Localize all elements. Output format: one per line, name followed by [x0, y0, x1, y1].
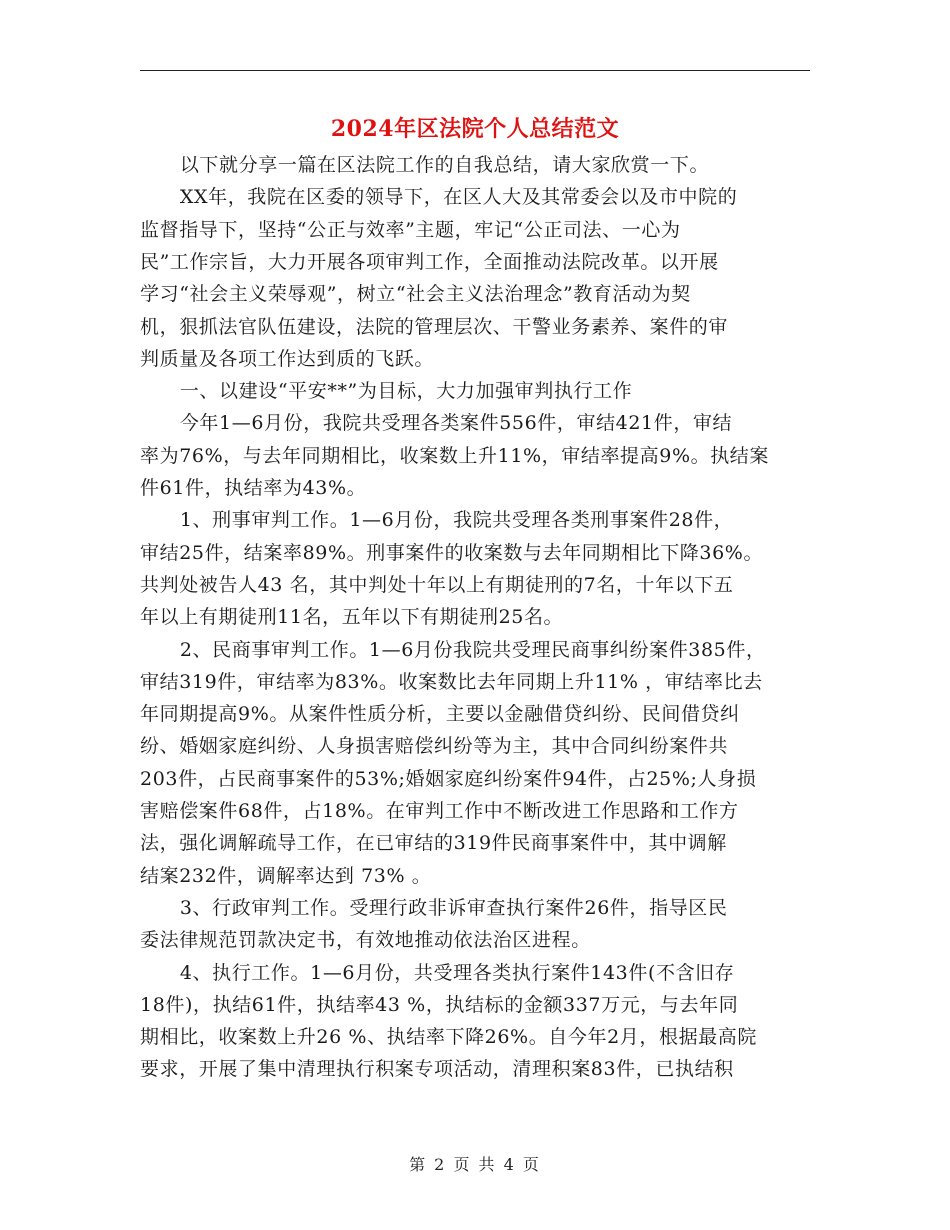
body-line: 年同期提高9%。从案件性质分析，主要以金融借贷纠纷、民间借贷纠 — [140, 703, 740, 726]
header-rule — [140, 70, 810, 71]
body-line: XX年，我院在区委的领导下，在区人大及其常委会以及市中院的 — [140, 186, 738, 209]
body-line: 件61件，执结率为43%。 — [140, 477, 367, 499]
body-line: 法，强化调解疏导工作，在已审结的319件民商事案件中，其中调解 — [140, 832, 727, 855]
body-line: 判质量及各项工作达到质的飞跃。 — [140, 347, 435, 370]
body-line: 共判处被告人43 名，其中判处十年以上有期徒刑的7名，十年以下五 — [140, 573, 734, 596]
page-footer: 第 2 页 共 4 页 — [409, 1155, 541, 1174]
body-line: 审结25件，结案率89%。刑事案件的收案数与去年同期相比下降36%。 — [140, 541, 764, 564]
body-line: 2、民商事审判工作。1—6月份我院共受理民商事纠纷案件385件， — [140, 638, 766, 661]
body-line: 18件)，执结61件，执结率43 %，执结标的金额337万元，与去年同 — [140, 993, 739, 1016]
body-line: 害赔偿案件68件，占18%。在审判工作中不断改进工作思路和工作方 — [140, 800, 739, 822]
body-line: 监督指导下，坚持“公正与效率”主题，牢记“公正司法、一心为 — [140, 218, 681, 241]
body-line: 学习“社会主义荣辱观”，树立“社会主义法治理念”教育活动为契 — [140, 283, 691, 306]
page-title: 2024年区法院个人总结范文 — [330, 116, 620, 142]
body-line: 委法律规范罚款决定书，有效地推动依法治区进程。 — [140, 929, 591, 952]
body-line: 3、行政审判工作。受理行政非诉审查执行案件26件，指导区民 — [140, 896, 728, 919]
body-line: 今年1—6月份，我院共受理各类案件556件，审结421件，审结 — [140, 412, 733, 435]
body-line: 民”工作宗旨，大力开展各项审判工作，全面推动法院改革。以开展 — [140, 250, 719, 273]
body-line: 以下就分享一篇在区法院工作的自我总结，请大家欣赏一下。 — [140, 154, 710, 176]
body-line: 机，狠抓法官队伍建设，法院的管理层次、干警业务素养、案件的审 — [140, 315, 729, 338]
body-line: 1、刑事审判工作。1—6月份，我院共受理各类刑事案件28件， — [140, 509, 734, 532]
body-line: 期相比，收案数上升26 %、执结率下降26%。自今年2月，根据最高院 — [140, 1026, 757, 1049]
body-line: 203件，占民商事案件的53%;婚姻家庭纠纷案件94件，占25%;人身损 — [140, 767, 757, 790]
body-line: 要求，开展了集中清理执行积案专项活动，清理积案83件，已执结积 — [140, 1058, 734, 1081]
body-line: 结案232件，调解率达到 73% 。 — [140, 864, 432, 887]
body-line: 一、以建设“平安**”为目标，大力加强审判执行工作 — [140, 380, 633, 403]
body-line: 4、执行工作。1—6月份，共受理各类执行案件143件(不含旧存 — [140, 961, 735, 984]
body-line: 审结319件，审结率为83%。收案数比去年同期上升11% ，审结率比去 — [140, 670, 763, 693]
body-line: 年以上有期徒刑11名，五年以下有期徒刑25名。 — [140, 606, 564, 629]
body-line: 纷、婚姻家庭纠纷、人身损害赔偿纠纷等为主，其中合同纠纷案件共 — [140, 735, 729, 758]
body-line: 率为76%，与去年同期相比，收案数上升11%，审结率提高9%。执结案 — [140, 444, 770, 467]
